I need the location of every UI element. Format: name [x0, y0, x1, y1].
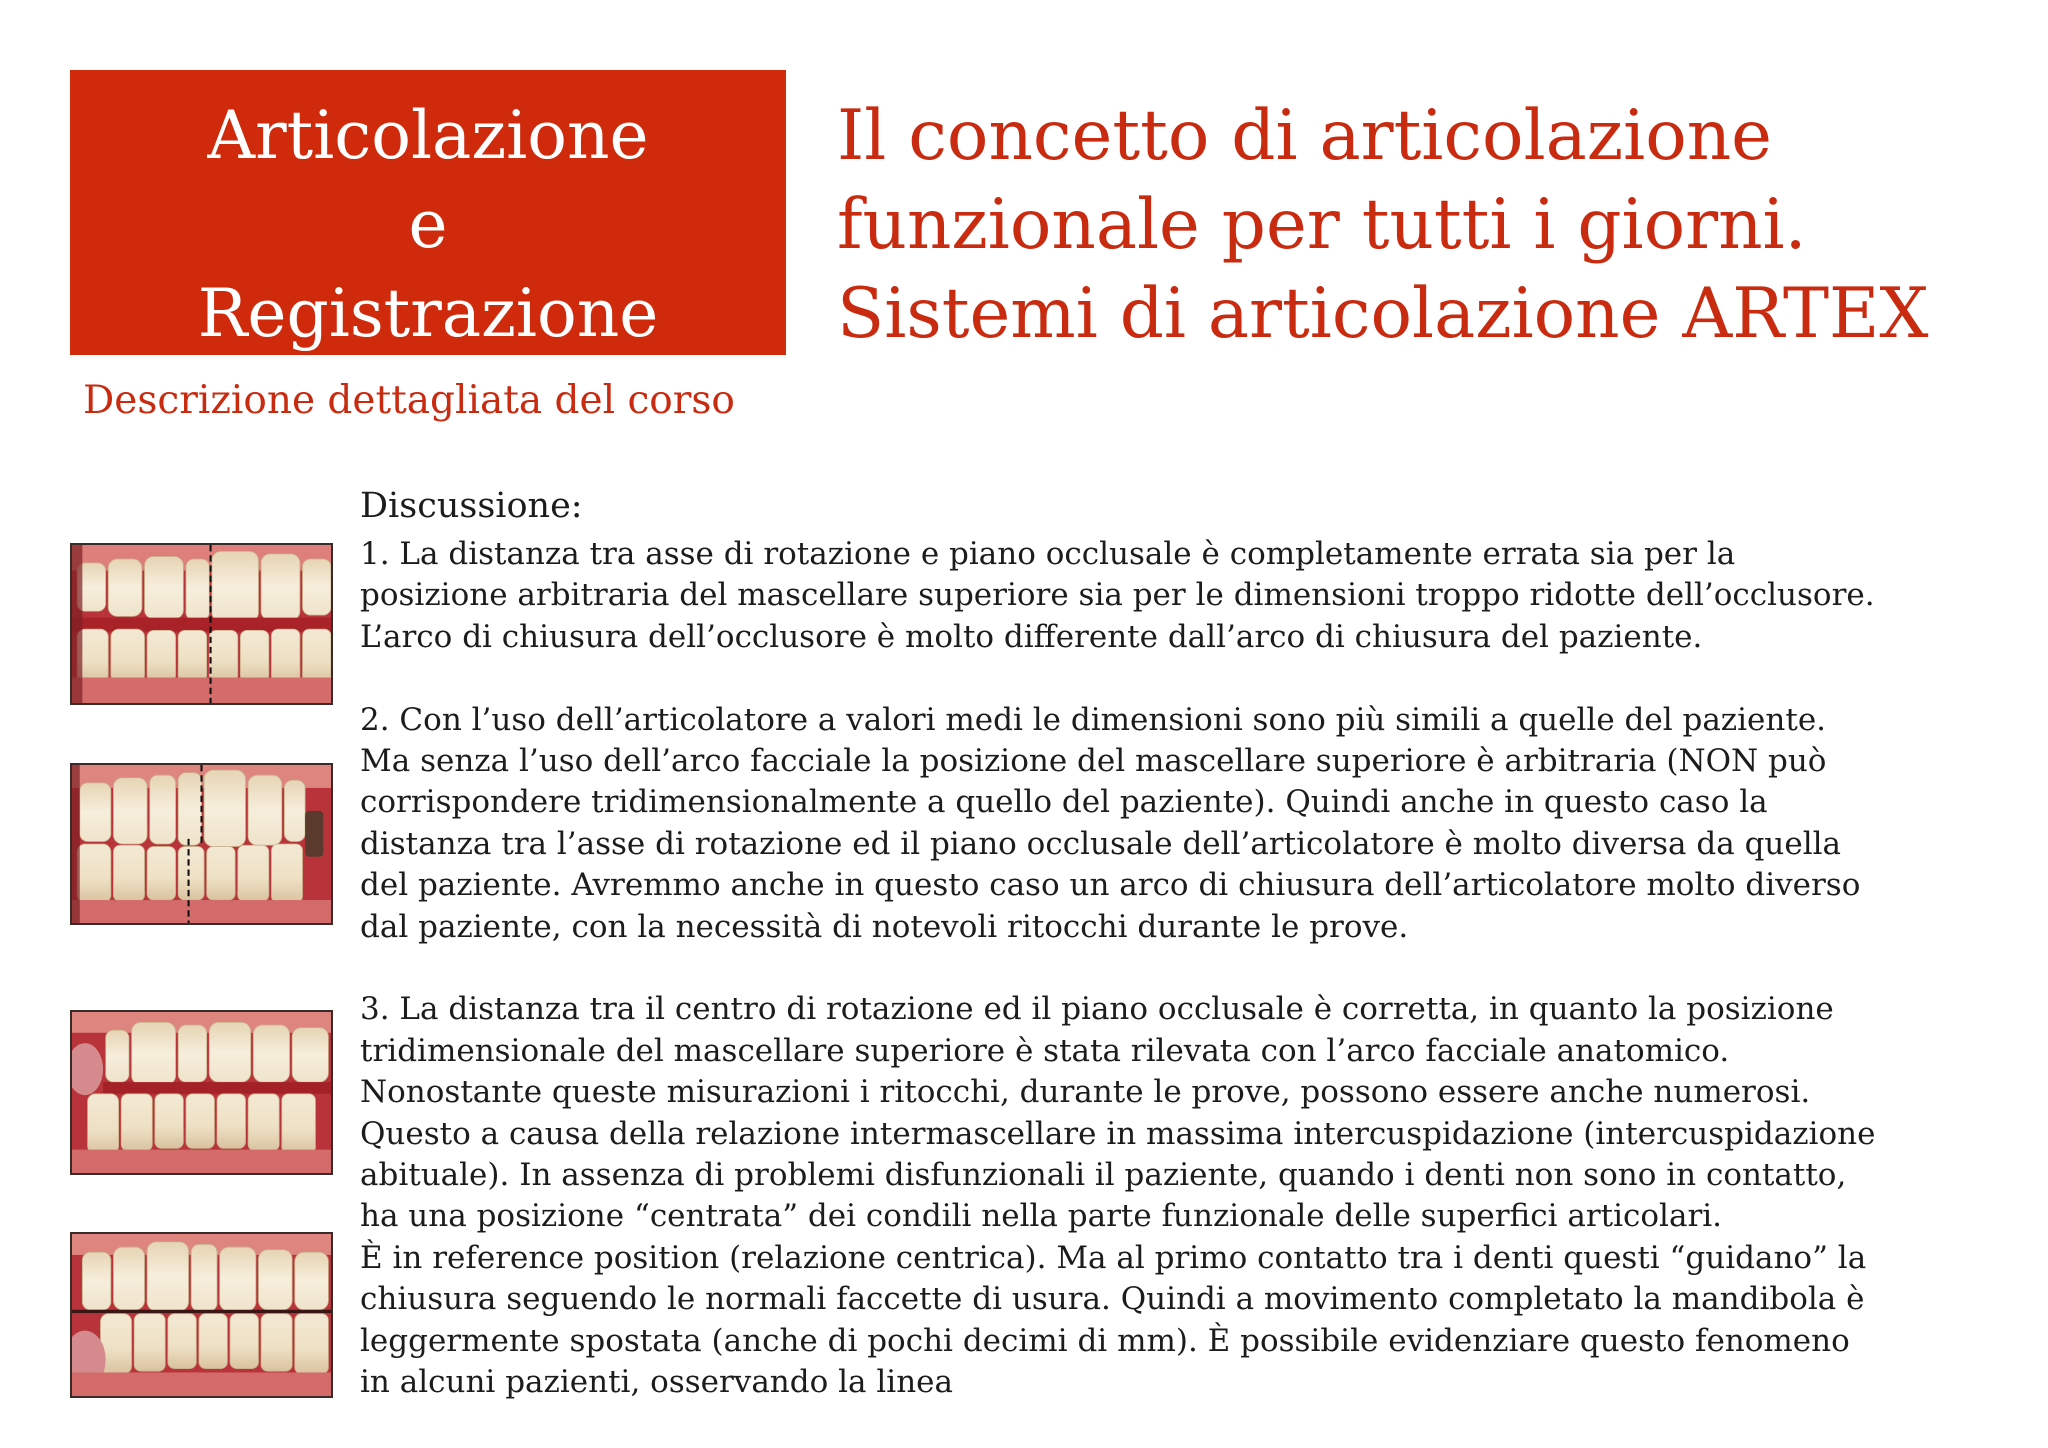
text-line: 3. La distanza tra il centro di rotazione ed il piano occlusale è corretta, in quanto la posizione	[360, 991, 1834, 1028]
badge-line: e	[408, 186, 448, 263]
course-badge	[70, 70, 786, 355]
upper-teeth	[106, 1022, 329, 1084]
discussion-point-3	[360, 989, 2020, 1403]
text-line: Questo a causa della relazione intermascellare in massima intercuspidazione (intercuspidazione	[360, 1115, 1876, 1152]
discussion-point-1	[360, 534, 2020, 658]
teeth-photo-4-image	[72, 1234, 331, 1396]
text-line: chiusura seguendo le normali faccette di usura. Quindi a movimento completato la mandibola è	[360, 1281, 1865, 1318]
teeth-photo-3-image	[72, 1012, 331, 1173]
teeth-photo-4	[70, 1232, 333, 1398]
lower-gum	[72, 900, 331, 923]
teeth-photo-1-image	[72, 545, 331, 703]
discussion-heading: Discussione:	[360, 486, 583, 526]
upper-teeth	[77, 551, 331, 621]
mouth-corner	[72, 765, 80, 923]
text-line: È in reference position (relazione centrica). Ma al primo contatto tra i denti questi “guidano” la	[360, 1239, 1867, 1276]
discussion-body	[360, 534, 2020, 1445]
teeth-photo-2-image	[72, 765, 331, 923]
lower-teeth	[77, 629, 331, 683]
page-title-line: funzionale per tutti i giorni.	[837, 185, 1807, 265]
text-line: 2. Con l’uso dell’articolatore a valori medi le dimensioni sono più simili a quelle del paziente.	[360, 701, 1827, 738]
lower-gum	[72, 1372, 331, 1396]
text-line: Nonostante queste misurazioni i ritocchi, durante le prove, possono essere anche numerosi.	[360, 1074, 1811, 1111]
teeth-photo-1	[70, 543, 333, 705]
text-line: posizione arbitraria del mascellare superiore sia per le dimensioni troppo ridotte dell’occlusore.	[360, 577, 1875, 614]
text-line: del paziente. Avremmo anche in questo caso un arco di chiusura dell’articolatore molto diverso	[360, 867, 1861, 904]
text-line: dal paziente, con la necessità di notevoli ritocchi durante le prove.	[360, 908, 1409, 945]
text-line: abituale). In assenza di problemi disfunzionali il paziente, quando i denti non sono in contatto,	[360, 1157, 1847, 1194]
teeth-photo-2	[70, 763, 333, 925]
text-line: in alcuni pazienti, osservando la linea	[360, 1364, 953, 1401]
page-title-line: Sistemi di articolazione ARTEX	[837, 274, 1929, 354]
occlusal-gap	[103, 1082, 331, 1094]
text-line: corrispondere tridimensionalmente a quello del paziente). Quindi anche in questo caso la	[360, 784, 1768, 821]
text-line: L’arco di chiusura dell’occlusore è molto differente dall’arco di chiusura del paziente.	[360, 618, 1703, 655]
course-subtitle: Descrizione dettagliata del corso	[83, 378, 735, 423]
text-line: leggermente spostata (anche di pochi decimi di mm). È possibile evidenziare questo fenomeno	[360, 1322, 1850, 1359]
text-line: Ma senza l’uso dell’arco facciale la posizione del mascellare superiore è arbitraria (NON può	[360, 743, 1827, 780]
teeth-photo-3	[70, 1010, 333, 1175]
page-title-line: Il concetto di articolazione	[837, 96, 1773, 176]
lower-teeth	[77, 844, 302, 903]
text-line: tridimensionale del mascellare superiore è stata rilevata con l’arco facciale anatomico.	[360, 1032, 1730, 1069]
text-line: distanza tra l’asse di rotazione ed il piano occlusale dell’articolatore è molto diversa da quella	[360, 825, 1842, 862]
discussion-point-2	[360, 700, 2020, 948]
page-title	[837, 92, 1928, 359]
articulator-part	[305, 811, 323, 857]
text-line: 1. La distanza tra asse di rotazione e piano occlusale è completamente errata sia per la	[360, 536, 1736, 572]
lower-gum	[72, 1150, 331, 1173]
mouth-corner	[72, 545, 82, 703]
occlusal-line	[72, 1310, 331, 1313]
text-line: ha una posizione “centrata” dei condili nella parte funzionale delle superfici articolari.	[360, 1198, 1723, 1235]
lower-gum	[72, 678, 331, 703]
badge-line: Registrazione	[197, 275, 659, 352]
badge-line: Articolazione	[207, 97, 649, 174]
